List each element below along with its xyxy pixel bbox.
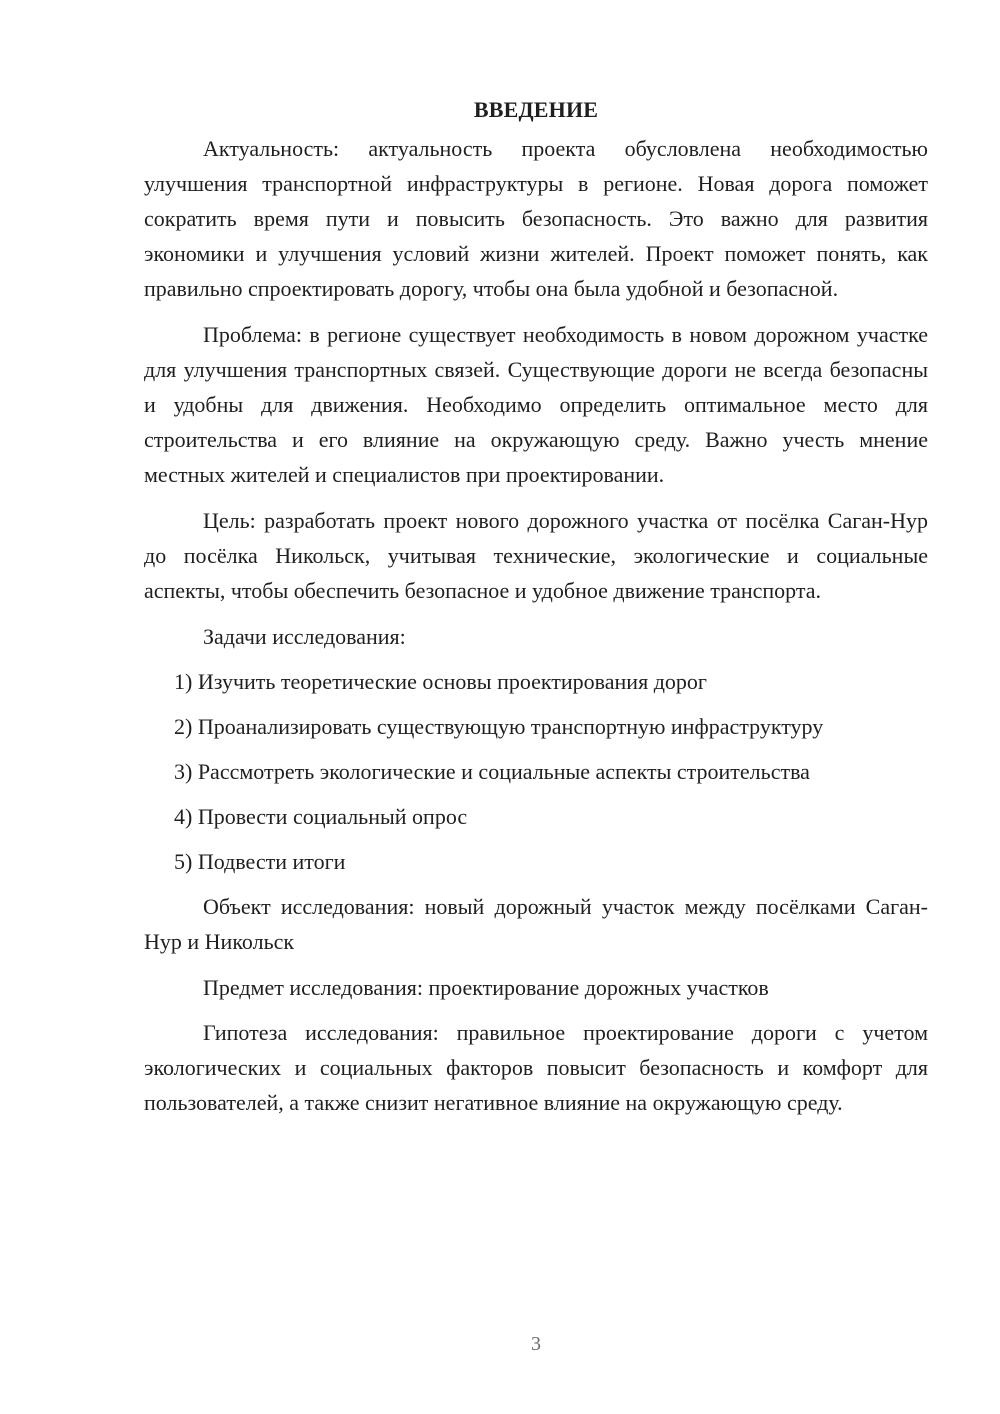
paragraph-hypothesis: Гипотеза исследования: правильное проектирование дороги с учетом экологических и социальных факторов повысит безопасность и комфорт для пользователей, а также снизит негативное влияние на окружающую среду.: [144, 1020, 928, 1115]
paragraph-subject: Предмет исследования: проектирование дорожных участков: [203, 975, 769, 1000]
tasks-title: Задачи исследования:: [203, 624, 406, 649]
paragraph-relevance: Актуальность: актуальность проекта обусловлена необходимостью улучшения транспортной инфраструктуры в регионе. Новая дорога поможет сократить время пути и повысить безопасность. Это важно для развития экономики и улучшения условий жизни жителей. Проект поможет понять, как правильно спроектировать дорогу, чтобы она была удобной и безопасной.: [144, 136, 928, 301]
page-title: ВВЕДЕНИЕ: [473, 97, 599, 122]
paragraph-object: Объект исследования: новый дорожный участок между посёлками Саган-Нур и Никольск: [144, 894, 928, 954]
paragraph-goal: Цель: разработать проект нового дорожного участка от посёлка Саган-Нур до посёлка Никольск, учитывая технические, экологические и социальные аспекты, чтобы обеспечить безопасное и удобное движение транспорта.: [144, 508, 928, 603]
task-list: [144, 664, 928, 879]
list-item: 4) Провести социальный опрос: [174, 804, 468, 829]
document-page: [144, 95, 928, 1131]
list-item: 2) Проанализировать существующую транспортную инфраструктуру: [174, 714, 824, 739]
list-item: 5) Подвести итоги: [174, 849, 346, 874]
paragraph-problem: Проблема: в регионе существует необходимость в новом дорожном участке для улучшения транспортных связей. Существующие дороги не всегда безопасны и удобны для движения. Необходимо определить оптимальное место для строительства и его влияние на окружающую среду. Важно учесть мнение местных жителей и специалистов при проектировании.: [144, 322, 928, 487]
list-item: 1) Изучить теоретические основы проектирования дорог: [174, 669, 707, 694]
page-number: 3: [531, 1333, 541, 1355]
list-item: 3) Рассмотреть экологические и социальные аспекты строительства: [174, 759, 810, 784]
